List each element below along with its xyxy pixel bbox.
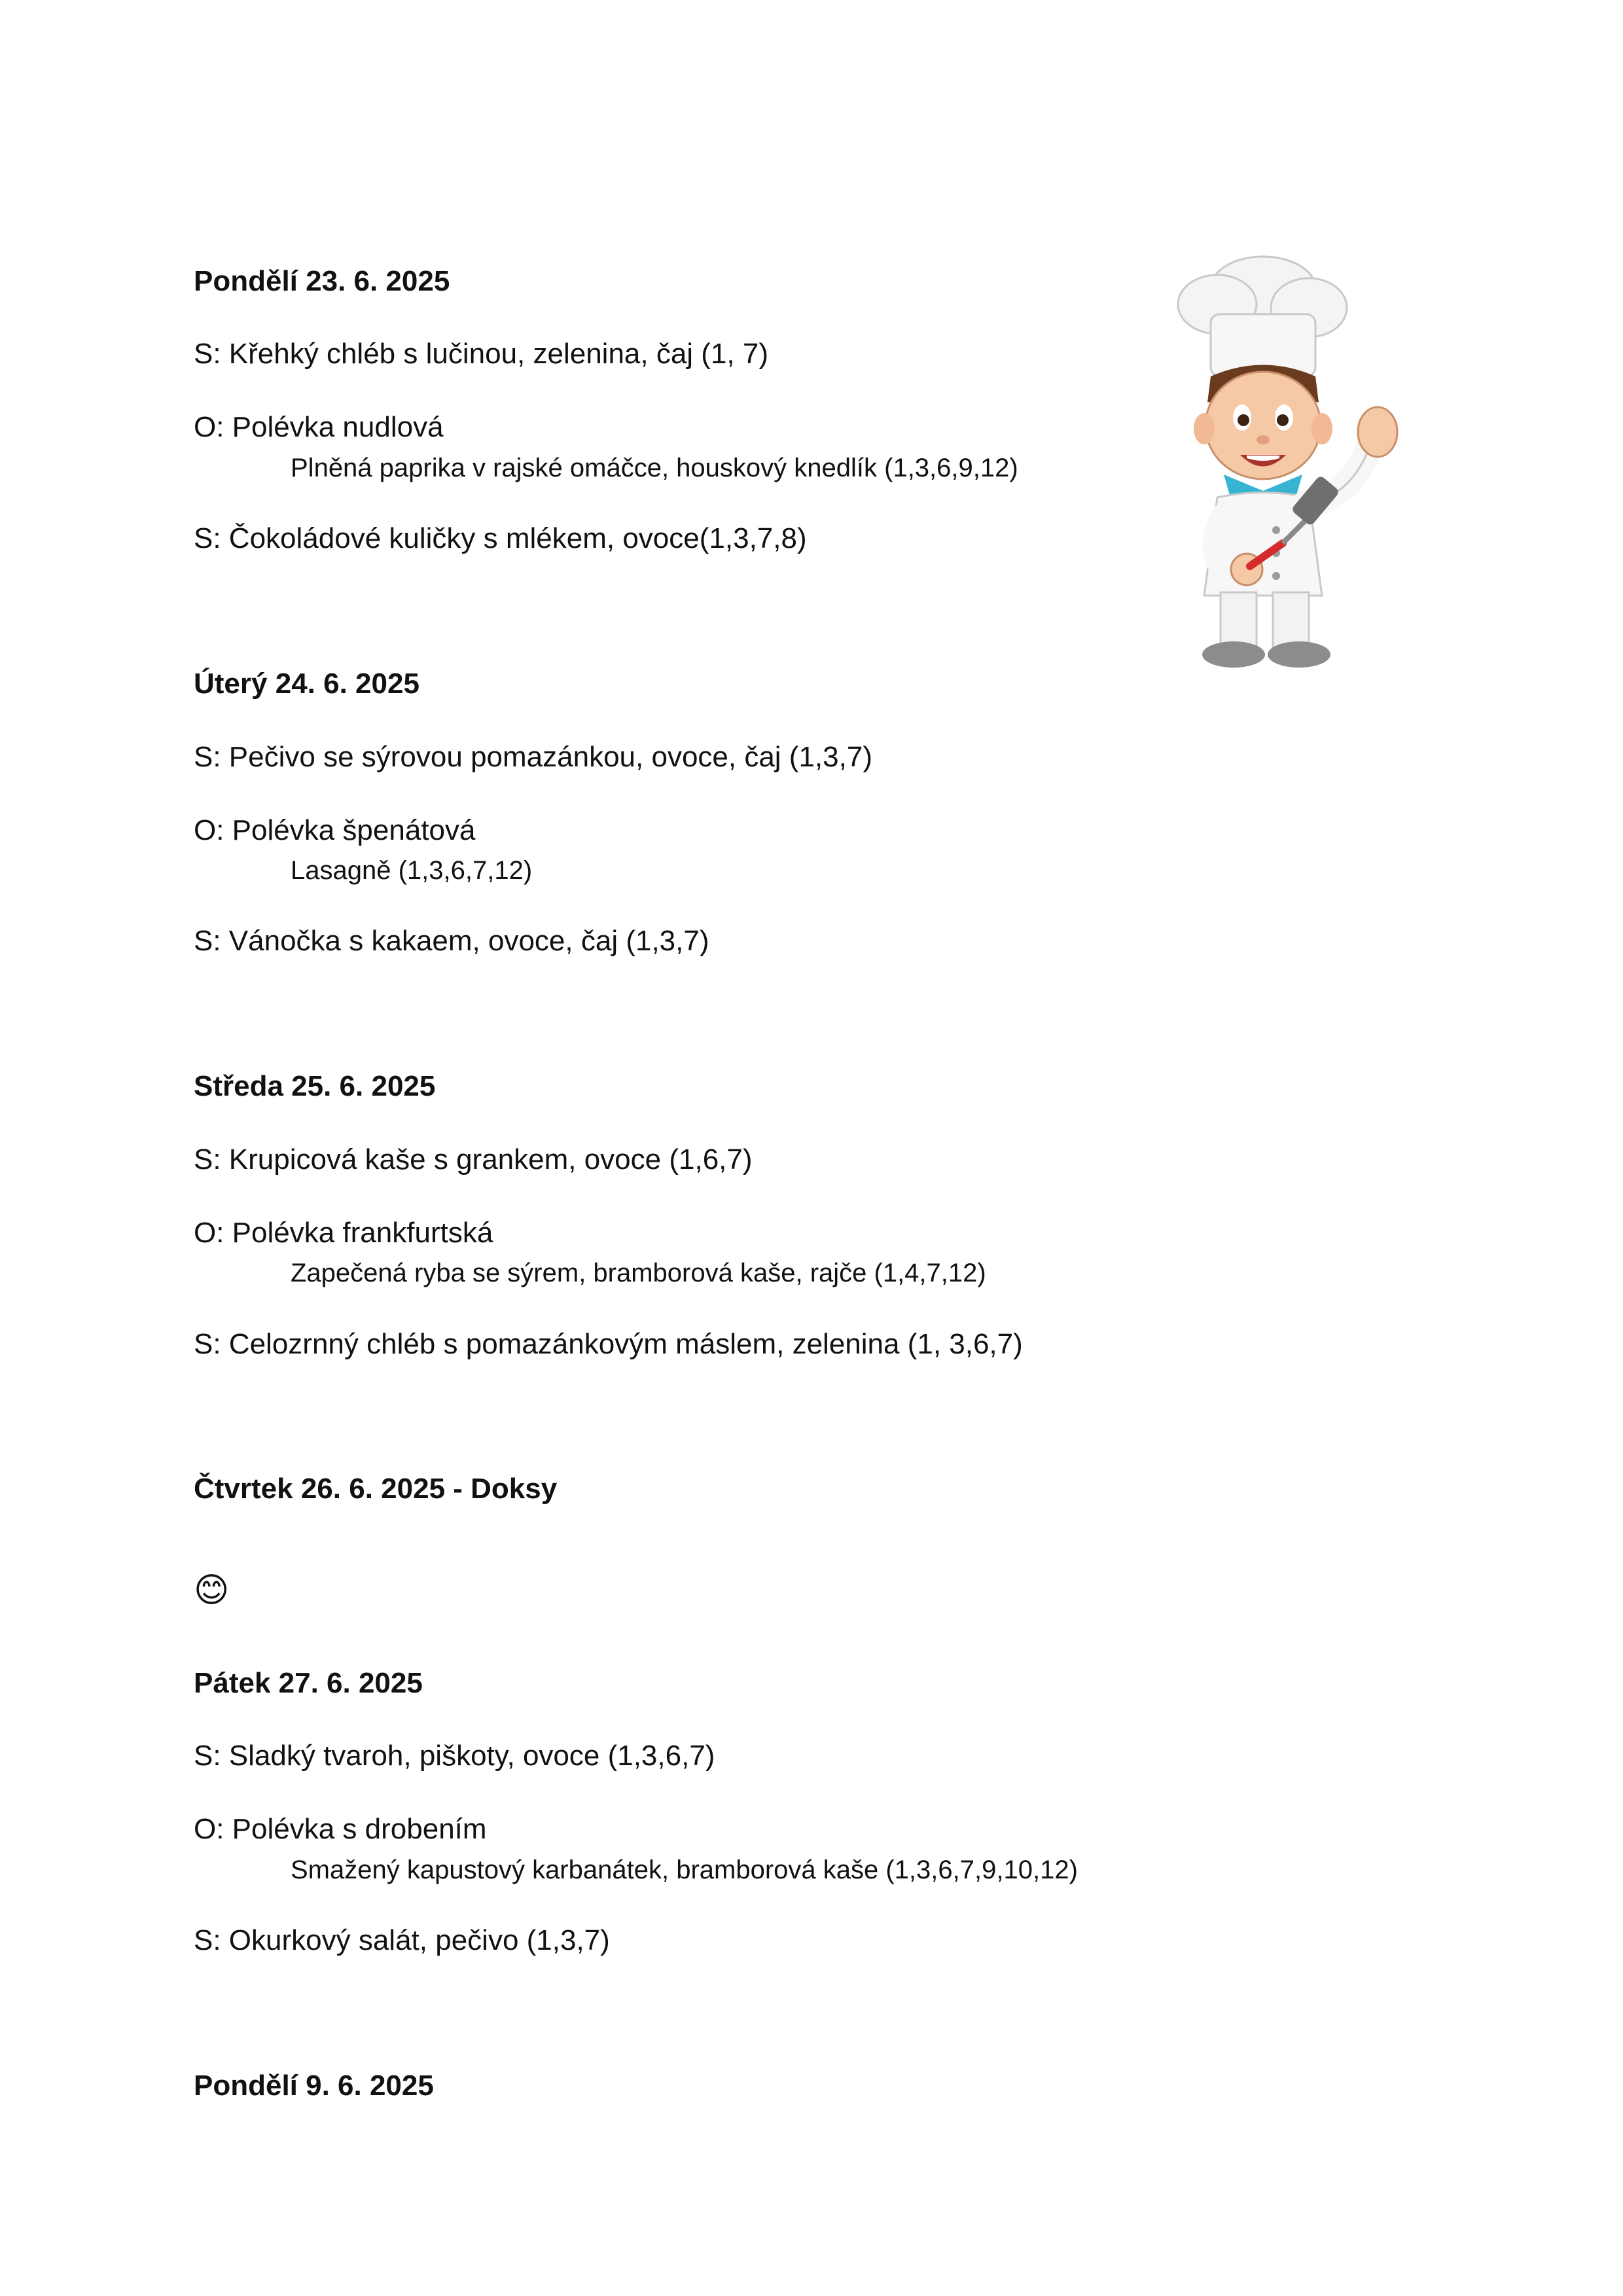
snack-line: S: Vánočka s kakaem, ovoce, čaj (1,3,7) xyxy=(194,925,709,957)
snack-line: S: Celozrnný chléb s pomazánkovým máslem, zelenina (1, 3,6,7) xyxy=(194,1328,1023,1360)
lunch-soup-line: O: Polévka nudlová xyxy=(194,411,444,443)
day-title: Čtvrtek 26. 6. 2025 - Doksy xyxy=(194,1473,558,1505)
day-title: Pondělí 9. 6. 2025 xyxy=(194,2070,434,2102)
lunch-main-line: Smažený kapustový karbanátek, bramborová kaše (1,3,6,7,9,10,12) xyxy=(291,1856,1078,1884)
lunch-main-line: Zapečená ryba se sýrem, bramborová kaše, rajče (1,4,7,12) xyxy=(291,1259,986,1287)
day-title: Úterý 24. 6. 2025 xyxy=(194,668,419,700)
breakfast-line: S: Křehký chléb s lučinou, zelenina, čaj (1, 7) xyxy=(194,338,769,370)
lunch-main-line: Lasagně (1,3,6,7,12) xyxy=(291,856,533,885)
chef-illustration-icon xyxy=(1113,255,1453,674)
smiley-icon: 😊 xyxy=(194,1571,230,1610)
lunch-soup-line: O: Polévka špenátová xyxy=(194,814,476,846)
day-title: Středa 25. 6. 2025 xyxy=(194,1070,436,1102)
lunch-main-line: Plněná paprika v rajské omáčce, houskový knedlík (1,3,6,9,12) xyxy=(291,454,1018,482)
snack-line: S: Čokoládové kuličky s mlékem, ovoce(1,3,7,8) xyxy=(194,522,807,554)
breakfast-line: S: Krupicová kaše s grankem, ovoce (1,6,7) xyxy=(194,1143,753,1175)
breakfast-line: S: Sladký tvaroh, piškoty, ovoce (1,3,6,7) xyxy=(194,1740,715,1772)
day-title: Pátek 27. 6. 2025 xyxy=(194,1667,423,1699)
day-title: Pondělí 23. 6. 2025 xyxy=(194,265,450,297)
lunch-soup-line: O: Polévka s drobením xyxy=(194,1813,487,1845)
breakfast-line: S: Pečivo se sýrovou pomazánkou, ovoce, čaj (1,3,7) xyxy=(194,741,872,773)
lunch-soup-line: O: Polévka frankfurtská xyxy=(194,1217,493,1249)
snack-line: S: Okurkový salát, pečivo (1,3,7) xyxy=(194,1924,610,1956)
